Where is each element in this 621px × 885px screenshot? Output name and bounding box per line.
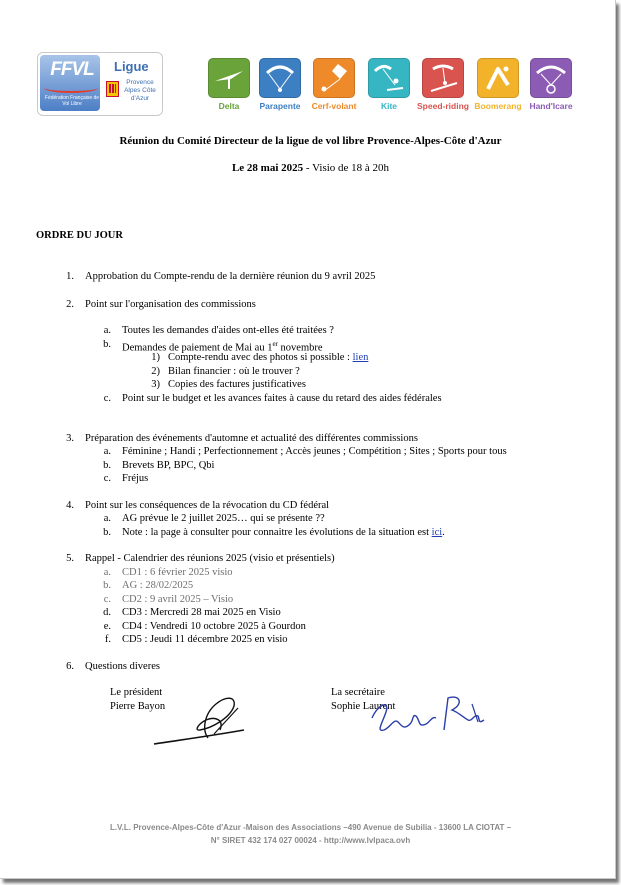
agenda-item-4: Point sur les conséquences de la révocation du CD fédéral [85, 500, 330, 511]
item-number: 1. [66, 271, 74, 282]
item-4b-text: Note : la page à consulter pour connaitre les évolutions de la situation est [122, 527, 432, 538]
photos-link[interactable]: lien [352, 352, 369, 363]
discipline-label: Speed-riding [417, 101, 469, 111]
discipline-label: Boomerang [474, 101, 522, 111]
item-2b-superscript: er [272, 340, 278, 348]
secretary-signature-image [368, 690, 490, 738]
calendar-cd2: CD2 : 9 avril 2025 – Visio [122, 594, 234, 605]
discipline-label: Kite [380, 101, 398, 111]
agenda-item-2b2: Bilan financier : où le trouver ? [168, 366, 300, 377]
footer-address: L.V.L. Provence-Alpes-Côte d'Azur -Maison des Associations –490 Avenue de Subilia - 13600 LA CIOTAT – [109, 823, 512, 832]
boomerang-icon [477, 58, 519, 98]
ligue-region-text: Provence Alpes Côte d'Azur [124, 79, 156, 102]
agenda-item-2a: Toutes les demandes d'aides ont-elles été traitées ? [122, 325, 334, 336]
discipline-label: Cerf-volant [311, 101, 357, 111]
agenda-item-2b1 [168, 351, 368, 364]
discipline-cerf-volant [312, 58, 356, 111]
discipline-handicare [529, 58, 573, 111]
handicare-icon [530, 58, 572, 98]
speed-riding-icon [422, 58, 464, 98]
discipline-label: Delta [218, 101, 240, 111]
president-title: Le président [110, 687, 163, 698]
document-title: Réunion du Comité Directeur de la ligue de vol libre Provence-Alpes-Côte d'Azur [119, 135, 502, 147]
agenda-item-3c: Fréjus [122, 473, 149, 484]
item-number: 4. [66, 500, 74, 511]
calendar-cd3: CD3 : Mercredi 28 mai 2025 en Visio [122, 607, 281, 618]
agenda-item-1: Approbation du Compte-rendu de la dernière réunion du 9 avril 2025 [85, 271, 376, 282]
meeting-date [0, 162, 621, 174]
discipline-boomerang [476, 58, 520, 111]
kitesurf-icon [368, 58, 410, 98]
item-number: 3. [66, 433, 74, 444]
discipline-label: Parapente [259, 101, 301, 111]
president-name: Pierre Bayon [110, 701, 166, 712]
sub-item-letter: c. [103, 393, 111, 404]
paraglider-icon [259, 58, 301, 98]
meeting-date-bold: Le 28 mai 2025 [231, 162, 304, 174]
item-2b1-text: Compte-rendu avec des photos si possible : [168, 352, 353, 363]
sub-item-letter: a. [103, 446, 111, 457]
ffvl-logo-badge [40, 55, 100, 111]
sub-item-letter: f. [104, 634, 111, 645]
sub-sub-number: 3) [151, 379, 160, 390]
sub-item-letter: a. [103, 325, 111, 336]
discipline-kite [367, 58, 411, 111]
president-signature-image [150, 690, 250, 748]
discipline-label: Hand'Icare [529, 101, 573, 111]
ffvl-swoosh-icon [44, 83, 98, 93]
calendar-cd1: CD1 : 6 février 2025 visio [122, 567, 233, 578]
discipline-delta [207, 58, 251, 111]
agenda-item-3b: Brevets BP, BPC, Qbi [122, 460, 215, 471]
sub-item-letter: c. [103, 473, 111, 484]
calendar-ag: AG : 28/02/2025 [122, 580, 194, 591]
situation-page-link[interactable]: ici [431, 527, 443, 538]
sub-sub-number: 1) [151, 352, 160, 363]
sub-sub-number: 2) [151, 366, 160, 377]
discipline-parapente [258, 58, 302, 111]
sub-item-letter: b. [103, 527, 111, 538]
agenda-heading: ORDRE DU JOUR [36, 230, 123, 241]
calendar-cd5: CD5 : Jeudi 11 décembre 2025 en visio [122, 634, 288, 645]
item-number: 2. [66, 299, 74, 310]
agenda-item-2c: Point sur le budget et les avances faites à cause du retard des aides fédérales [122, 393, 442, 404]
agenda-item-2b3: Copies des factures justificatives [168, 379, 306, 390]
secretary-title: La secrétaire [331, 687, 385, 698]
item-2b-text: Demandes de paiement de Mai au 1 [122, 342, 273, 354]
agenda-item-3: Préparation des événements d'automne et actualité des différentes commissions [85, 433, 418, 444]
item-number: 6. [66, 661, 74, 672]
agenda-item-4b [122, 526, 445, 539]
discipline-speed-riding [417, 58, 469, 111]
sub-item-letter: e. [103, 621, 111, 632]
item-2b-text-after: novembre [277, 342, 323, 354]
agenda-item-2: Point sur l'organisation des commissions [85, 299, 256, 310]
calendar-cd4: CD4 : Vendredi 10 octobre 2025 à Gourdon [122, 621, 306, 632]
delta-icon [208, 58, 250, 98]
sub-item-letter: b. [103, 339, 111, 350]
sub-item-letter: a. [103, 513, 111, 524]
sub-item-letter: b. [103, 460, 111, 471]
secretary-name: Sophie Laurent [331, 701, 396, 712]
ligue-logo-text: Ligue [114, 59, 149, 74]
footer-siret: N° SIRET 432 174 027 00024 - http://www.lvlpaca.ovh [210, 836, 411, 845]
sub-item-letter: b. [103, 580, 111, 591]
ffvl-ligue-logo [37, 52, 163, 116]
ffvl-logo-text: FFVL [50, 59, 94, 80]
meeting-time: - Visio de 18 à 20h [303, 162, 390, 174]
sub-item-letter: c. [103, 594, 111, 605]
agenda-item-5: Rappel - Calendrier des réunions 2025 (visio et présentiels) [85, 553, 335, 564]
region-flag-icon [106, 81, 119, 97]
agenda-item-6: Questions diveres [85, 661, 160, 672]
agenda-item-4a: AG prévue le 2 juillet 2025… qui se présente ?? [122, 513, 325, 524]
item-4b-period: . [442, 527, 445, 538]
ffvl-federation-text: Fédération Française de Vol Libre [44, 95, 100, 107]
item-number: 5. [66, 553, 74, 564]
agenda-item-3a: Féminine ; Handi ; Perfectionnement ; Accès jeunes ; Compétition ; Sites ; Sports pour tous [122, 446, 507, 457]
kite-flying-icon [313, 58, 355, 98]
sub-item-letter: a. [103, 567, 111, 578]
sub-item-letter: d. [103, 607, 111, 618]
